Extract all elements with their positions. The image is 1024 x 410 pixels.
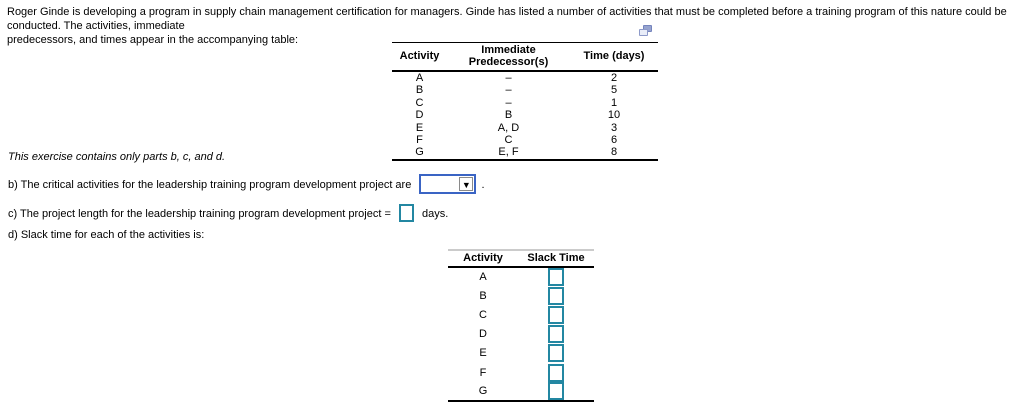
activity-cell: F [416, 134, 423, 147]
activity-cell: B [479, 289, 487, 302]
table-row [392, 84, 658, 96]
activity-cell: E [479, 347, 487, 360]
question-b-text: b) The critical activities for the leadership training program development project are [8, 178, 412, 191]
table-row [392, 71, 658, 84]
slack-row [448, 305, 594, 324]
column-header-predecessors: Immediate Predecessor(s) [447, 43, 570, 72]
question-d-text: d) Slack time for each of the activities is: [8, 229, 205, 241]
slack-input[interactable] [548, 306, 564, 324]
column-header-time: Time (days) [570, 43, 658, 72]
column-header-activity: Activity [392, 43, 447, 72]
activity-table-header-row [392, 43, 658, 72]
question-b [8, 174, 485, 194]
time-cell: 1 [610, 96, 618, 109]
problem-statement [7, 5, 1019, 47]
predecessor-cell: – [505, 96, 512, 109]
slack-input[interactable] [548, 382, 564, 400]
slack-table [448, 249, 594, 402]
slack-row [448, 267, 594, 286]
project-length-input[interactable] [399, 204, 414, 222]
activity-cell: C [415, 96, 424, 109]
predecessor-cell: – [505, 84, 512, 97]
predecessor-cell: B [504, 109, 513, 122]
activity-cell: F [479, 366, 487, 379]
activity-cell: C [479, 308, 487, 321]
slack-input[interactable] [548, 364, 564, 382]
dropdown-arrow-icon[interactable]: ▼ [459, 177, 473, 191]
slack-row [448, 325, 594, 344]
time-cell: 5 [610, 84, 618, 97]
predecessor-cell: – [505, 72, 512, 84]
activity-cell: A [415, 72, 424, 84]
time-cell: 8 [610, 146, 618, 159]
slack-input[interactable] [548, 268, 564, 286]
activity-cell: D [479, 328, 487, 341]
critical-activities-dropdown[interactable] [419, 174, 476, 194]
question-c [8, 204, 448, 224]
predecessor-cell: E, F [498, 146, 519, 159]
slack-row [448, 286, 594, 305]
problem-statement-line-2: predecessors, and times appear in the accompanying table: [7, 34, 299, 46]
predecessor-cell: C [504, 134, 513, 147]
time-cell: 2 [610, 72, 618, 84]
slack-row [448, 382, 594, 401]
table-row [392, 146, 658, 159]
activity-cell: B [415, 84, 424, 97]
activity-cell: E [415, 121, 424, 134]
table-row [392, 122, 658, 134]
activity-cell: D [415, 109, 424, 122]
slack-input[interactable] [548, 325, 564, 343]
predecessor-cell: A, D [497, 121, 520, 134]
exercise-note: This exercise contains only parts b, c, and d. [8, 151, 226, 163]
activity-cell: G [415, 146, 424, 159]
activity-cell: G [478, 385, 488, 398]
time-cell: 6 [610, 134, 618, 147]
table-row [392, 109, 658, 121]
slack-input[interactable] [548, 344, 564, 362]
dropdown-selected-value [424, 176, 456, 192]
slack-row [448, 363, 594, 382]
activity-table [392, 42, 658, 161]
time-cell: 3 [610, 121, 618, 134]
activity-cell: A [479, 271, 487, 284]
table-row [392, 134, 658, 146]
problem-statement-line-1: Roger Ginde is developing a program in supply chain management certification for managers. Ginde has listed a number of activities that must be completed before a training program of this nature could be conducted. The activities, immediate [7, 6, 1007, 32]
copy-icon-front-square [639, 29, 648, 36]
question-b-suffix: . [481, 178, 485, 191]
question-c-text: c) The project length for the leadership training program development project = [8, 208, 391, 220]
table-row [392, 97, 658, 109]
slack-row [448, 344, 594, 363]
column-header-activity: Activity [448, 250, 518, 267]
copy-data-icon[interactable] [639, 25, 654, 38]
question-c-suffix: days. [422, 208, 449, 220]
slack-table-header-row [448, 250, 594, 267]
time-cell: 10 [607, 109, 621, 122]
slack-input[interactable] [548, 287, 564, 305]
column-header-slack-time: Slack Time [518, 250, 594, 267]
